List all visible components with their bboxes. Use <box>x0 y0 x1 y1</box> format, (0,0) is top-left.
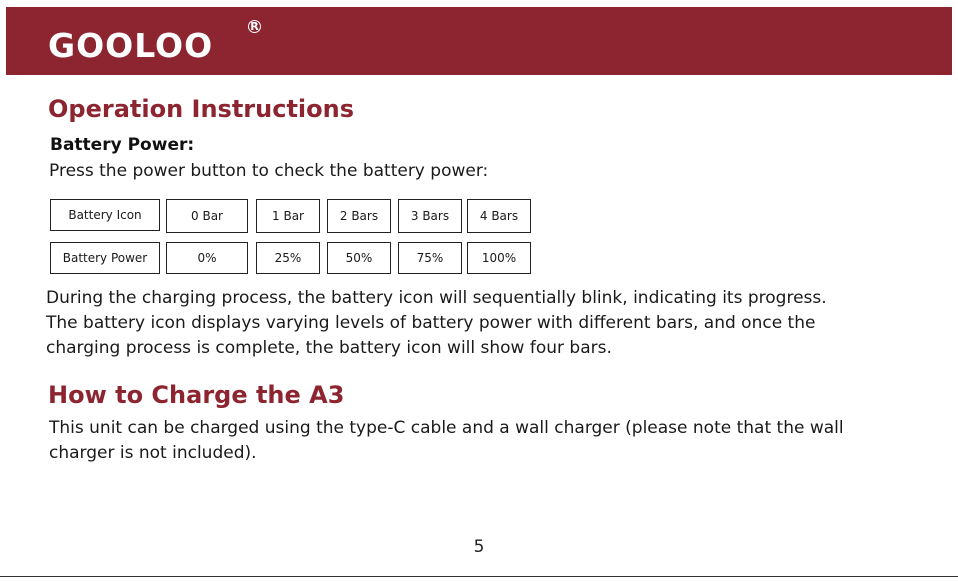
logo-text: GOOLOO <box>48 26 214 65</box>
table-cell-25-percent: 25% <box>256 242 320 274</box>
charging-line-2: The battery icon displays varying levels of battery power with different bars, and once the <box>46 313 816 333</box>
charging-line-3: charging process is complete, the battery icon will show four bars. <box>46 338 612 358</box>
section-title-charge: How to Charge the A3 <box>48 381 345 409</box>
table-cell-75-percent: 75% <box>398 242 462 274</box>
section-title-operation: Operation Instructions <box>48 95 354 123</box>
table-cell-4-bars: 4 Bars <box>467 199 531 233</box>
table-cell-50-percent: 50% <box>327 242 391 274</box>
battery-power-subtitle: Battery Power: <box>50 135 195 155</box>
table-row-header-power: Battery Power <box>50 242 160 274</box>
table-row-header-icon: Battery Icon <box>50 199 160 231</box>
table-cell-1-bar: 1 Bar <box>256 199 320 233</box>
table-cell-3-bars: 3 Bars <box>398 199 462 233</box>
charge-line-2: charger is not included). <box>49 443 257 463</box>
table-cell-2-bars: 2 Bars <box>327 199 391 233</box>
registered-mark: R <box>248 20 261 33</box>
footer-divider <box>0 576 958 577</box>
battery-intro-text: Press the power button to check the battery power: <box>49 161 489 181</box>
charging-line-1: During the charging process, the battery icon will sequentially blink, indicating its progress. <box>46 288 827 308</box>
table-cell-100-percent: 100% <box>467 242 531 274</box>
table-cell-0-bar: 0 Bar <box>166 199 248 233</box>
table-cell-0-percent: 0% <box>166 242 248 274</box>
charge-line-1: This unit can be charged using the type-C cable and a wall charger (please note that the wall <box>49 418 844 438</box>
page-number: 5 <box>473 537 485 557</box>
